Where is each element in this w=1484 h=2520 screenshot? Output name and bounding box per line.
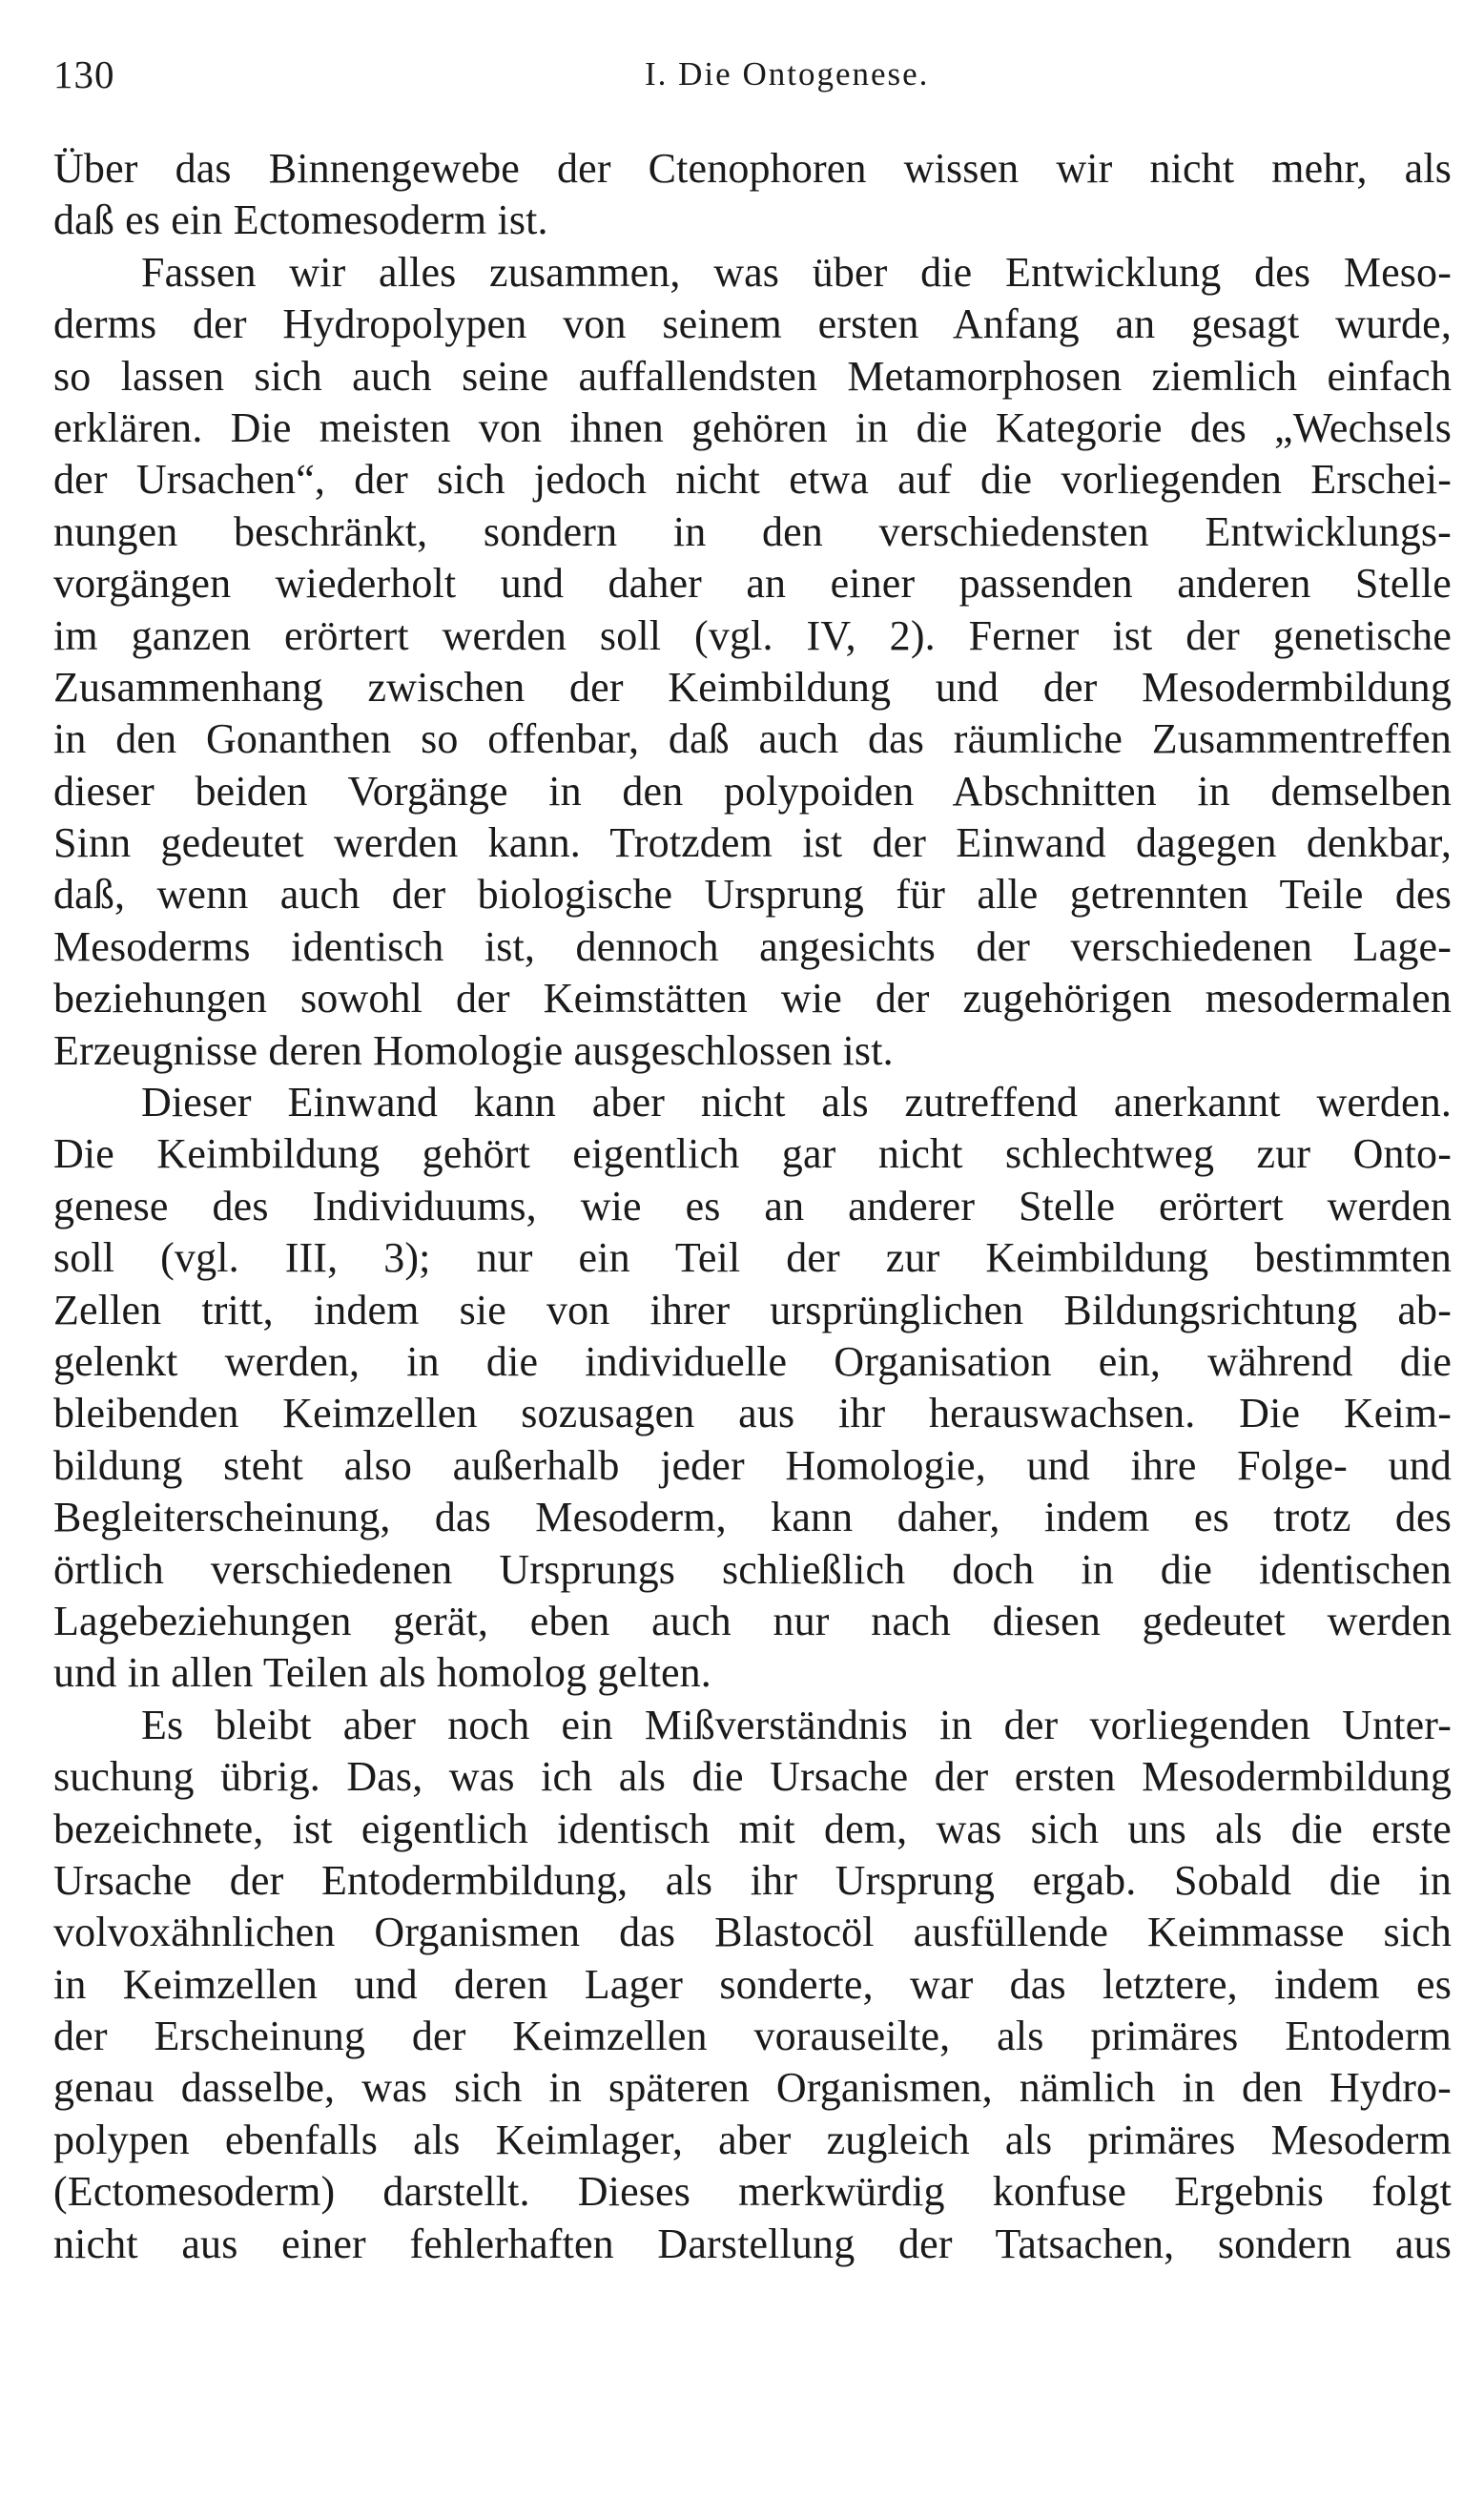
text-line: daß, wenn auch der biologische Ursprung für alle getrennten Teile des	[53, 871, 1452, 919]
text-line: genese des Individuums, wie es an anderer Stelle erörtert werden	[53, 1182, 1452, 1229]
text-line: polypen ebenfalls als Keimlager, aber zugleich als primäres Mesoderm	[53, 2116, 1452, 2163]
text-line: Ursache der Entodermbildung, als ihr Ursprung ergab. Sobald die in	[53, 1856, 1452, 1904]
text-line: Die Keimbildung gehört eigentlich gar nicht schlechtweg zur Onto-	[53, 1130, 1452, 1178]
text-line: nungen beschränkt, sondern in den verschiedensten Entwicklungs-	[53, 507, 1452, 555]
text-line: Mesoderms identisch ist, dennoch angesichts der verschiedenen Lage-	[53, 922, 1452, 970]
text-line: örtlich verschiedenen Ursprungs schließlich doch in die identischen	[53, 1545, 1452, 1593]
text-line: Über das Binnengewebe der Ctenophoren wissen wir nicht mehr, als	[53, 145, 1452, 192]
text-line: vorgängen wiederholt und daher an einer passenden anderen Stelle	[53, 560, 1452, 608]
text-line: nicht aus einer fehlerhaften Darstellung der Tatsachen, sondern aus	[53, 2220, 1452, 2267]
text-line: (Ectomesoderm) darstellt. Dieses merkwürdig konfuse Ergebnis folgt	[53, 2168, 1452, 2216]
text-line: Zellen tritt, indem sie von ihrer ursprünglichen Bildungsrichtung ab-	[53, 1286, 1452, 1333]
text-line: Erzeugnisse deren Homologie ausgeschlossen ist.	[53, 1026, 894, 1074]
text-line: im ganzen erörtert werden soll (vgl. IV, 2). Ferner ist der genetische	[53, 611, 1452, 659]
text-line: bildung steht also außerhalb jeder Homologie, und ihre Folge- und	[53, 1441, 1452, 1489]
text-line: der Erscheinung der Keimzellen vorauseilte, als primäres Entoderm	[53, 2013, 1452, 2060]
text-line: suchung übrig. Das, was ich als die Ursache der ersten Mesodermbildung	[53, 1753, 1452, 1801]
text-line: Begleiterscheinung, das Mesoderm, kann daher, indem es trotz des	[53, 1494, 1452, 1541]
text-line: Lagebeziehungen gerät, eben auch nur nach diesen gedeutet werden	[53, 1597, 1452, 1644]
text-line: der Ursachen“, der sich jedoch nicht etwa auf die vorliegenden Erschei-	[53, 456, 1452, 504]
text-line: beziehungen sowohl der Keimstätten wie der zugehörigen mesodermalen	[53, 975, 1452, 1022]
text-line: Fassen wir alles zusammen, was über die Entwicklung des Meso-	[141, 248, 1452, 296]
text-line: volvoxähnlichen Organismen das Blastocöl ausfüllende Keimmasse sich	[53, 1909, 1452, 1956]
text-line: in Keimzellen und deren Lager sonderte, war das letztere, indem es	[53, 1960, 1452, 2008]
text-line: Sinn gedeutet werden kann. Trotzdem ist der Einwand dagegen denkbar,	[53, 819, 1452, 867]
text-line: erklären. Die meisten von ihnen gehören in die Kategorie des „Wechsels	[53, 403, 1452, 451]
text-line: bleibenden Keimzellen sozusagen aus ihr herauswachsen. Die Keim-	[53, 1390, 1452, 1437]
text-line: bezeichnete, ist eigentlich identisch mit dem, was sich uns als die erste	[53, 1805, 1452, 1852]
body-text	[53, 143, 1452, 2270]
text-line: in den Gonanthen so offenbar, daß auch das räumliche Zusammentreffen	[53, 715, 1452, 763]
text-line: Dieser Einwand kann aber nicht als zutreffend anerkannt werden.	[141, 1079, 1452, 1126]
page-number: 130	[53, 52, 115, 96]
text-line: Es bleibt aber noch ein Mißverständnis in der vorliegenden Unter-	[141, 1701, 1452, 1748]
running-head: I. Die Ontogenese.	[645, 55, 930, 93]
text-line: genau dasselbe, was sich in späteren Organismen, nämlich in den Hydro-	[53, 2064, 1452, 2112]
text-line: so lassen sich auch seine auffallendsten Metamorphosen ziemlich einfach	[53, 352, 1452, 400]
text-line: und in allen Teilen als homolog gelten.	[53, 1649, 711, 1697]
text-line: Zusammenhang zwischen der Keimbildung und der Mesodermbildung	[53, 663, 1452, 711]
text-line: daß es ein Ectomesoderm ist.	[53, 196, 548, 244]
text-line: gelenkt werden, in die individuelle Organisation ein, während die	[53, 1337, 1452, 1385]
text-line: derms der Hydropolypen von seinem ersten Anfang an gesagt wurde,	[53, 300, 1452, 348]
page-header	[53, 46, 1452, 103]
text-line: dieser beiden Vorgänge in den polypoiden Abschnitten in demselben	[53, 767, 1452, 815]
text-line: soll (vgl. III, 3); nur ein Teil der zur Keimbildung bestimmten	[53, 1234, 1452, 1282]
